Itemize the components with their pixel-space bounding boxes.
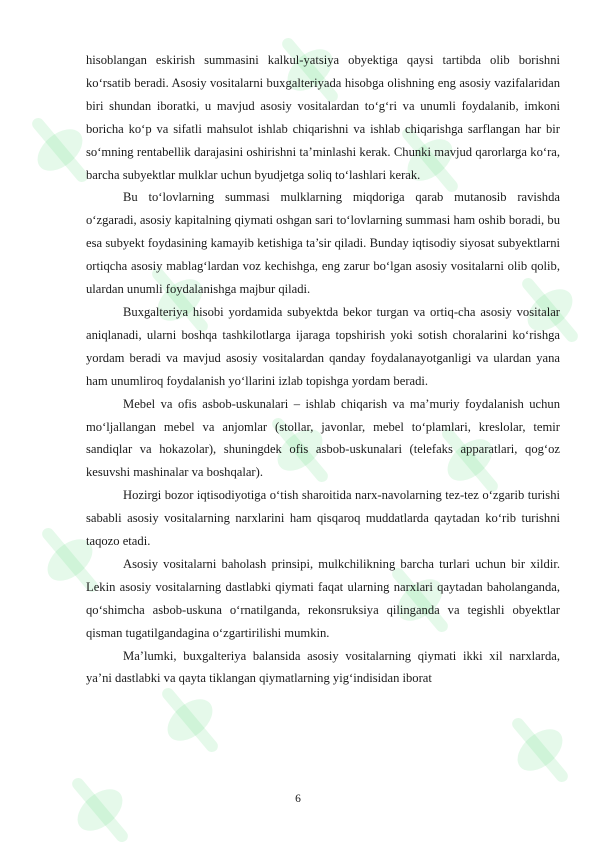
paragraph-2: Bu to‘lovlarning summasi mulklarning miqdoriga qarab mutanosib ravishda o‘zgaradi, asosiy kapitalning qiymati oshgan sari to‘lovlarning summasi ham oshib boradi, bu esa subyekt foydasining kamayib ketishiga ta’sir qiladi. Bunday iqtisodiy siyosat subyektlarni ortiqcha asosiy mablag‘lardan voz kechishga, eng zarur bo‘lgan asosiy vositalarni olib qolib, ulardan unumli foydalanishga majbur qiladi. [86, 190, 560, 297]
page-number: 6 [295, 793, 301, 805]
paragraph-4: Mebel va ofis asbob-uskunalari – ishlab chiqarish va ma’muriy foydalanish uchun mo‘ljallangan mebel va anjomlar (stollar, javonlar, mebel to‘plamlari, kreslolar, temir sandiqlar va hokazolar), shuningdek ofis asbob-uskunalari (telefaks apparatlari, qog‘oz kesuvshi mashinalar va boshqalar). [86, 396, 560, 480]
paragraph-5: Hozirgi bozor iqtisodiyotiga o‘tish sharoitida narx-navolarning tez-tez o‘zgarib turishi sababli asosiy vositalarning narxlarini ham qisqaroq muddatlarda qaytadan ko‘rib turishni taqozo etadi. [86, 488, 560, 549]
document-body [86, 49, 560, 690]
paragraph-1: hisoblangan eskirish summasini kalkul-yatsiya obyektiga qaysi tartibda olib borishni ko‘rsatib beradi. Asosiy vositalarni buxgalteriyada hisobga olishning eng asosiy vazifalaridan biri shundan iboratki, u mavjud asosiy vositalardan to‘g‘ri va unumli foydalanib, imkoni boricha ko‘p va sifatli mahsulot ishlab chiqarishni va ishlab chiqarishga sarflangan har bir so‘mning rentabellik darajasini oshirishni ta’minlashi kerak. Chunki mavjud qarorlarga ko‘ra, barcha subyektlar mulklar uchun byudjetga soliq to‘lashlari kerak. [86, 53, 560, 182]
paragraph-6: Asosiy vositalarni baholash prinsipi, mulkchilikning barcha turlari uchun bir xildir. Lekin asosiy vositalarning dastlabki qiymati faqat ularning narxlari qaytadan baholanganda, qo‘shimcha asbob-uskuna o‘rnatilganda, rekonsruksiya qilinganda va tegishli obyektlar qisman tugatilgandagina o‘zgartirilishi mumkin. [86, 556, 560, 640]
paragraph-7: Ma’lumki, buxgalteriya balansida asosiy vositalarning qiymati ikki xil narxlarda, ya’ni dastlabki va qayta tiklangan qiymatlarning yig‘indisidan iborat [86, 648, 560, 686]
paragraph-3: Buxgalteriya hisobi yordamida subyektda bekor turgan va ortiq-cha asosiy vositalar aniqlanadi, ularni boshqa tashkilotlarga ijaraga topshirish yoki sotish choralarini ko‘rishga yordam beradi va mavjud asosiy vositalardan qanday foydalanayotganligi va ulardan yana ham unumliroq foydalanish yo‘llarini izlab topishga yordam beradi. [86, 304, 560, 388]
